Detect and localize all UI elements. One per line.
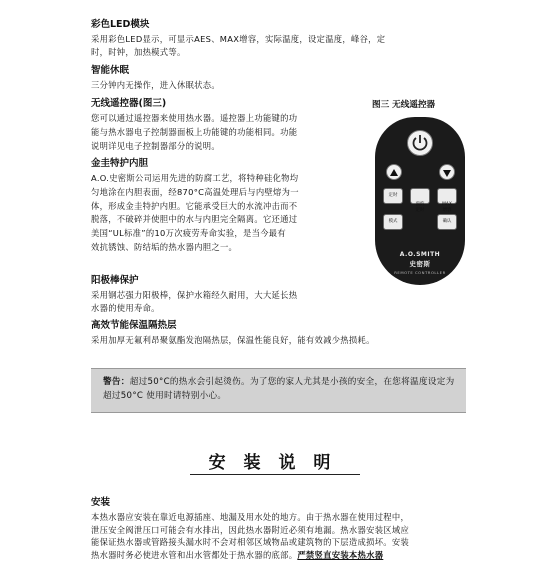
power-button (407, 130, 433, 156)
liner-line: 效抗锈蚀、防结垢的热水器内胆之一。 (91, 241, 238, 252)
liner-line: 匀地涂在内胆表面，经870°C高温处理后与内壁熔为一 (91, 186, 299, 197)
schedule-button (410, 188, 430, 213)
remote-controller-image (375, 117, 465, 285)
schedule-label: 预约 定时 (415, 202, 425, 213)
install-text (91, 511, 531, 561)
power-icon (408, 131, 432, 155)
liner-line: A.O.史密斯公司运用先进的防腐工艺，将特种硅化物均 (91, 173, 299, 183)
confirm-button (437, 214, 457, 230)
warning-box (91, 368, 466, 413)
led-line: 时，时钟，加热模式等。 (91, 46, 186, 57)
sleep-text: 三分钟内无操作，进入休眠状态。 (91, 80, 220, 90)
confirm-label: 确认 (442, 219, 452, 224)
anode-heading: 阳极棒保护 (91, 275, 139, 286)
install-emphasis: 严禁竖直安装本热水器 (297, 549, 384, 560)
warning-label: 警告： (103, 377, 130, 387)
liner-text (91, 172, 361, 255)
anode-line: 采用钢芯强力阳极棒，保护水箱经久耐用，大大延长热 (91, 290, 298, 300)
sleep-heading: 智能休眠 (91, 65, 130, 76)
figure-caption: 图三 无线遥控器 (372, 100, 436, 110)
insulation-text: 采用加厚无氟利昂聚氨酯发泡隔热层，保温性能良好，能有效减少热损耗。 (91, 335, 375, 345)
max-button (437, 188, 457, 213)
timer-button (383, 188, 403, 204)
remote-line: 能与热水器电子控制器面板上功能键的功能相同。功能 (91, 126, 298, 137)
triangle-up-icon (387, 166, 401, 180)
liner-heading: 金圭特护内胆 (91, 158, 149, 169)
liner-line: 体，形成金圭特护内胆。它能承受巨大的水流冲击而不 (91, 200, 298, 211)
up-button (386, 164, 402, 180)
mode-label: 模式 (388, 219, 398, 224)
remote-line: 说明详见电子控制器部分的说明。 (91, 140, 220, 151)
mode-button (383, 214, 403, 230)
timer-label: 定时 (388, 193, 398, 198)
anode-text (91, 289, 371, 314)
warning-body: 超过50°C的热水会引起烫伤。为了您的家人尤其是小孩的安全，在您将温度设定为超过50°C 使用时请特别小心。 (103, 377, 455, 401)
led-text (91, 33, 491, 58)
led-line: 采用彩色LED显示，可显示AES、MAX增容，实际温度，设定温度，峰谷，定 (91, 34, 386, 44)
remote-subtitle: REMOTE CONTROLLER (394, 270, 446, 275)
install-line (91, 549, 531, 562)
triangle-down-icon (440, 166, 454, 180)
max-label: MAX 增容 (442, 202, 452, 213)
brand-cn: 史密斯 (409, 260, 431, 268)
anode-line: 水器的使用寿命。 (91, 302, 160, 313)
section-title-underline (190, 474, 360, 475)
liner-line: 脱落，不破碎并使胆中的水与内胆完全隔离。它还通过 (91, 214, 298, 225)
brand-en: A.O.SMITH (399, 251, 441, 258)
remote-heading: 无线遥控器(图三) (91, 98, 167, 109)
warning-text (103, 376, 457, 403)
led-heading: 彩色LED模块 (91, 19, 150, 30)
section-title: 安 装 说 明 (208, 453, 337, 473)
install-line-text: 热水器时务必使进水管和出水管都处于热水器的底部。 (91, 549, 298, 560)
remote-line: 您可以通过遥控器来使用热水器。遥控器上功能键的功 (91, 113, 298, 123)
liner-line: 美国“UL标准”的10万次疲劳寿命实验，是当今最有 (91, 228, 286, 239)
insulation-heading: 高效节能保温隔热层 (91, 320, 177, 331)
install-line: 本热水器应安装在靠近电源插座、地漏及用水处的地方。由于热水器在使用过程中， (91, 512, 410, 522)
install-line: 能保证热水器或管路接头漏水时不会对相邻区域物品或建筑物的下层造成损坏。安装 (91, 537, 410, 548)
down-button (439, 164, 455, 180)
install-line: 泄压安全阀泄压口可能会有水排出，因此热水器附近必须有地漏。热水器安装区域应 (91, 524, 410, 535)
remote-text (91, 112, 361, 153)
install-heading: 安装 (91, 497, 111, 508)
